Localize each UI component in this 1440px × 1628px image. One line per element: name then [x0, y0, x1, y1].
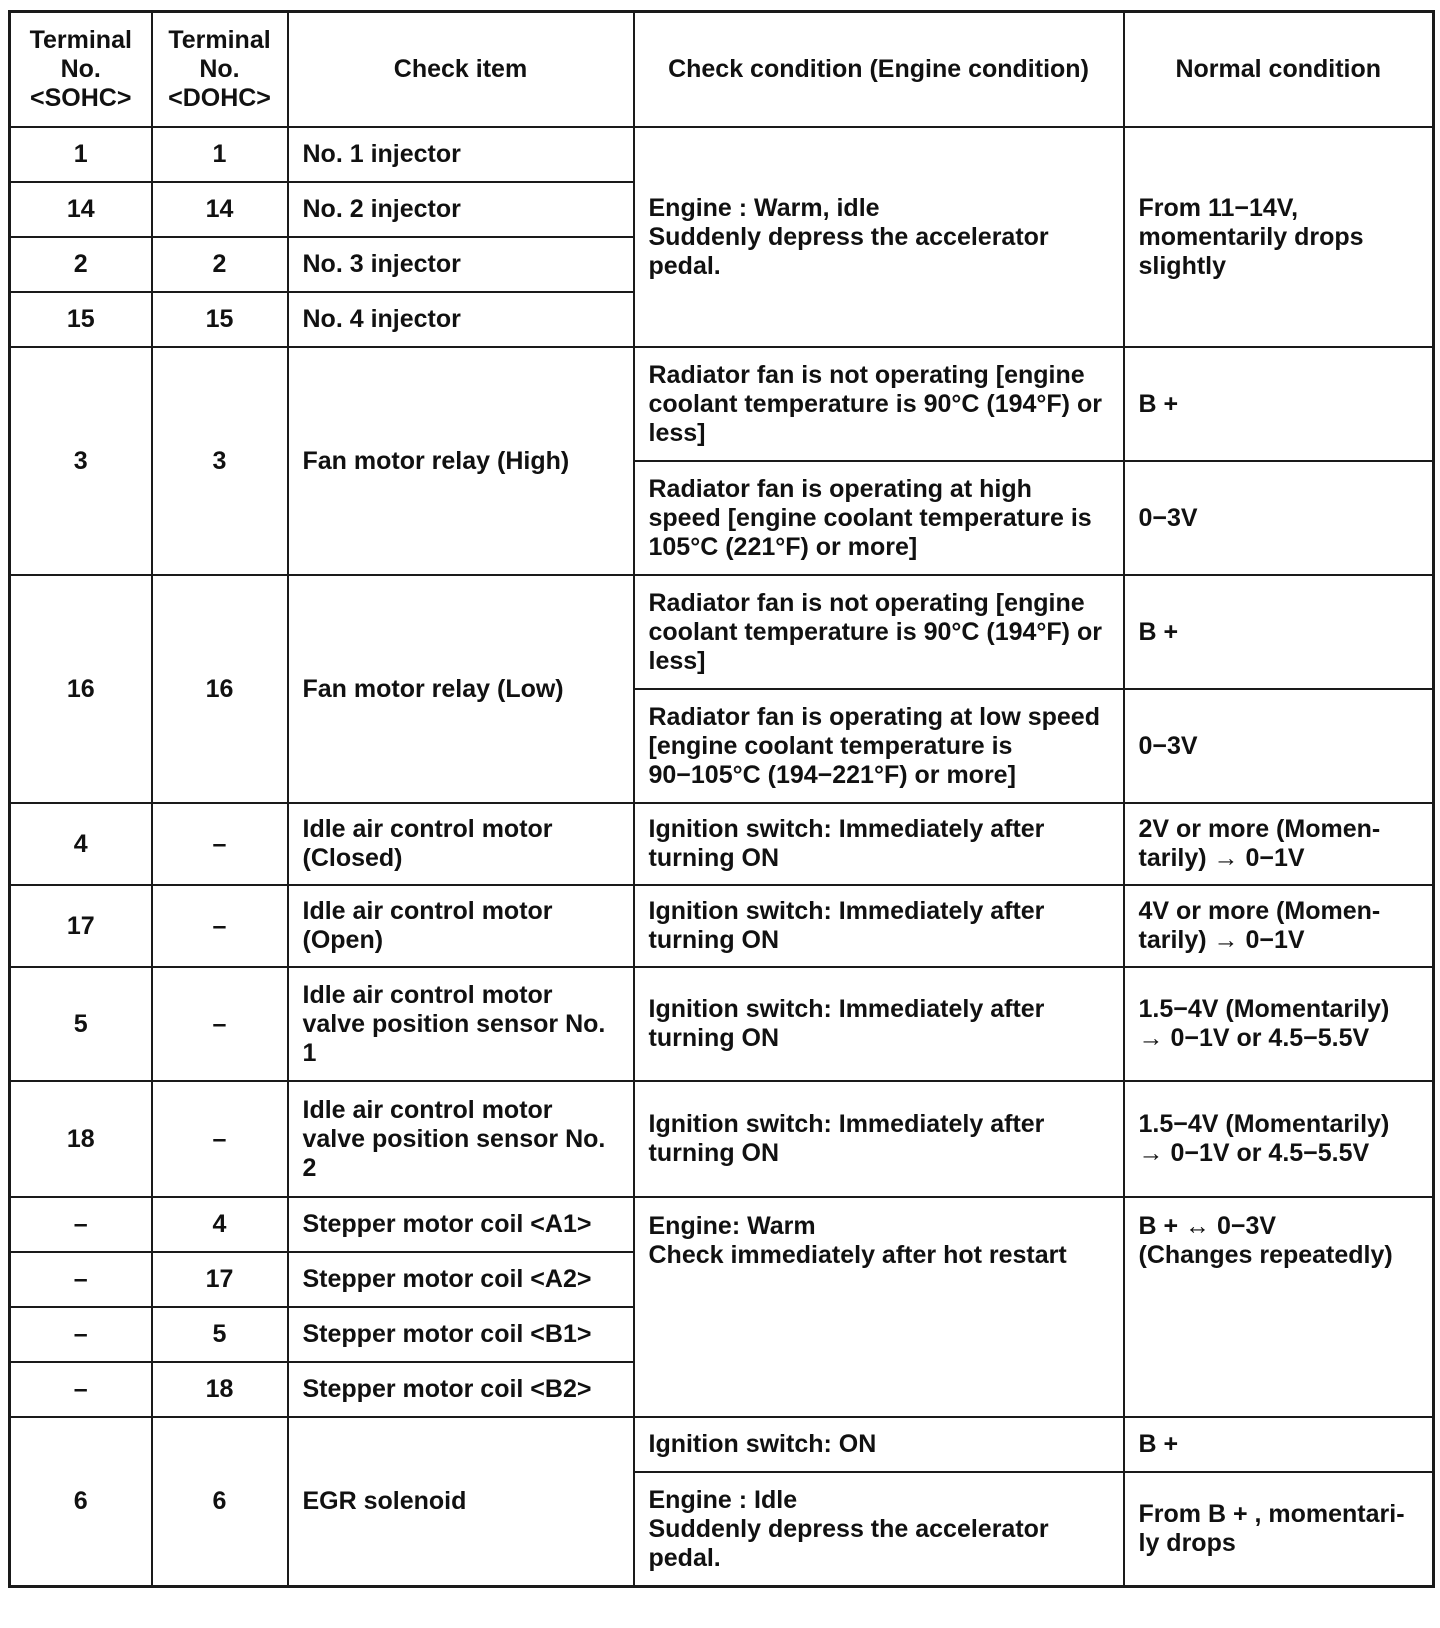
header-check-condition: Check condition (Engine condition) [634, 12, 1124, 128]
terminal-dohc: 14 [152, 182, 288, 237]
terminal-check-sheet [8, 10, 1432, 1588]
terminal-sohc: – [10, 1362, 152, 1417]
terminal-sohc: 4 [10, 803, 152, 885]
check-item: No. 3 injector [288, 237, 634, 292]
terminal-dohc: 1 [152, 127, 288, 182]
terminal-dohc: 17 [152, 1252, 288, 1307]
table-row [10, 347, 1434, 461]
normal-condition: 2V or more (Momen-tarily) → 0−1V [1124, 803, 1434, 885]
terminal-sohc: 15 [10, 292, 152, 347]
normal-condition: B + [1124, 575, 1434, 689]
normal-condition: B + ↔ 0−3V (Changes repeatedly) [1124, 1197, 1434, 1417]
terminal-dohc: – [152, 885, 288, 967]
terminal-sohc: 2 [10, 237, 152, 292]
check-item: Stepper motor coil <A1> [288, 1197, 634, 1252]
terminal-dohc: 16 [152, 575, 288, 803]
table-row [10, 575, 1434, 689]
header-terminal-sohc: Terminal No. <SOHC> [10, 12, 152, 128]
normal-condition: B + [1124, 347, 1434, 461]
header-normal-condition: Normal condition [1124, 12, 1434, 128]
check-item: Stepper motor coil <B2> [288, 1362, 634, 1417]
check-item: Stepper motor coil <A2> [288, 1252, 634, 1307]
check-item: Idle air control motor (Open) [288, 885, 634, 967]
check-item: No. 2 injector [288, 182, 634, 237]
check-condition: Engine : Warm, idle Suddenly depress the accelerator pedal. [634, 127, 1124, 347]
normal-condition: 0−3V [1124, 461, 1434, 575]
terminal-dohc: – [152, 967, 288, 1081]
normal-condition: 4V or more (Momen-tarily) → 0−1V [1124, 885, 1434, 967]
terminal-sohc: 5 [10, 967, 152, 1081]
check-condition: Ignition switch: Immediately after turning ON [634, 803, 1124, 885]
check-condition: Engine : Idle Suddenly depress the accelerator pedal. [634, 1472, 1124, 1587]
check-condition: Radiator fan is operating at low speed [engine coolant temperature is 90−105°C (194−221°F) or more] [634, 689, 1124, 803]
terminal-sohc: 6 [10, 1417, 152, 1587]
terminal-dohc: 2 [152, 237, 288, 292]
check-condition: Radiator fan is operating at high speed [engine coolant temperature is 105°C (221°F) or more] [634, 461, 1124, 575]
terminal-sohc: 16 [10, 575, 152, 803]
table-row [10, 1081, 1434, 1197]
check-condition: Ignition switch: ON [634, 1417, 1124, 1472]
normal-condition: From 11−14V, momentarily drops slightly [1124, 127, 1434, 347]
header-row [10, 12, 1434, 128]
terminal-sohc: 14 [10, 182, 152, 237]
table-row [10, 1197, 1434, 1252]
header-terminal-dohc: Terminal No. <DOHC> [152, 12, 288, 128]
terminal-sohc: – [10, 1252, 152, 1307]
check-item: Fan motor relay (Low) [288, 575, 634, 803]
terminal-dohc: 5 [152, 1307, 288, 1362]
normal-condition: 1.5−4V (Momentarily) → 0−1V or 4.5−5.5V [1124, 967, 1434, 1081]
terminal-check-table [8, 10, 1435, 1588]
terminal-dohc: – [152, 803, 288, 885]
check-item: No. 1 injector [288, 127, 634, 182]
terminal-dohc: 15 [152, 292, 288, 347]
table-row [10, 803, 1434, 885]
check-condition: Ignition switch: Immediately after turning ON [634, 967, 1124, 1081]
check-condition: Ignition switch: Immediately after turning ON [634, 1081, 1124, 1197]
table-row [10, 127, 1434, 182]
terminal-dohc: 18 [152, 1362, 288, 1417]
normal-condition: From B + , momentari-ly drops [1124, 1472, 1434, 1587]
terminal-sohc: – [10, 1197, 152, 1252]
terminal-sohc: 18 [10, 1081, 152, 1197]
check-item: Fan motor relay (High) [288, 347, 634, 575]
terminal-dohc: 6 [152, 1417, 288, 1587]
normal-condition: 1.5−4V (Momentarily) → 0−1V or 4.5−5.5V [1124, 1081, 1434, 1197]
check-condition: Engine: Warm Check immediately after hot restart [634, 1197, 1124, 1417]
terminal-dohc: – [152, 1081, 288, 1197]
table-row [10, 1417, 1434, 1472]
check-item: Stepper motor coil <B1> [288, 1307, 634, 1362]
table-row [10, 885, 1434, 967]
terminal-sohc: 17 [10, 885, 152, 967]
normal-condition: 0−3V [1124, 689, 1434, 803]
check-item: No. 4 injector [288, 292, 634, 347]
terminal-dohc: 4 [152, 1197, 288, 1252]
check-item: Idle air control motor (Closed) [288, 803, 634, 885]
check-condition: Radiator fan is not operating [engine coolant temperature is 90°C (194°F) or less] [634, 575, 1124, 689]
terminal-sohc: – [10, 1307, 152, 1362]
table-row [10, 967, 1434, 1081]
check-item: Idle air control motor valve position sensor No. 1 [288, 967, 634, 1081]
check-condition: Radiator fan is not operating [engine coolant temperature is 90°C (194°F) or less] [634, 347, 1124, 461]
check-condition: Ignition switch: Immediately after turning ON [634, 885, 1124, 967]
check-item: EGR solenoid [288, 1417, 634, 1587]
header-check-item: Check item [288, 12, 634, 128]
terminal-sohc: 1 [10, 127, 152, 182]
normal-condition: B + [1124, 1417, 1434, 1472]
check-item: Idle air control motor valve position sensor No. 2 [288, 1081, 634, 1197]
terminal-sohc: 3 [10, 347, 152, 575]
terminal-dohc: 3 [152, 347, 288, 575]
